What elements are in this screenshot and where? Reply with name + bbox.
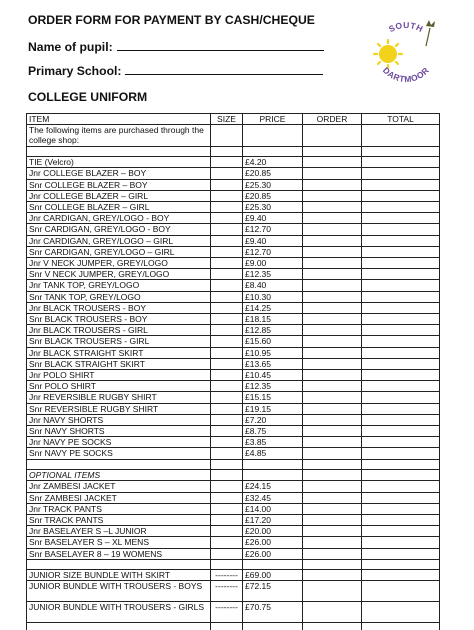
order-cell[interactable] bbox=[303, 291, 362, 302]
price-cell: £32.45 bbox=[243, 492, 303, 503]
bundle-row bbox=[27, 570, 440, 581]
table-row bbox=[27, 526, 440, 537]
item-cell: Jnr CARDIGAN, GREY/LOGO - BOY bbox=[27, 213, 211, 224]
total-cell[interactable] bbox=[362, 125, 440, 146]
order-cell[interactable] bbox=[303, 347, 362, 358]
total-cell[interactable] bbox=[362, 403, 440, 414]
order-cell[interactable] bbox=[303, 537, 362, 548]
total-cell[interactable] bbox=[362, 369, 440, 380]
item-cell: Snr BASELAYER 8 – 19 WOMENS bbox=[27, 548, 211, 559]
order-cell[interactable] bbox=[303, 168, 362, 179]
total-cell[interactable] bbox=[362, 157, 440, 168]
form-title: ORDER FORM FOR PAYMENT BY CASH/CHEQUE bbox=[28, 13, 315, 27]
item-cell: Snr V NECK JUMPER, GREY/LOGO bbox=[27, 269, 211, 280]
item-cell: Jnr BASELAYER S –L JUNIOR bbox=[27, 526, 211, 537]
total-cell[interactable] bbox=[362, 313, 440, 324]
price-cell bbox=[243, 459, 303, 470]
total-cell[interactable] bbox=[362, 437, 440, 448]
table-row bbox=[27, 325, 440, 336]
item-cell: Jnr COLLEGE BLAZER – BOY bbox=[27, 168, 211, 179]
item-cell: Snr BLACK TROUSERS - BOY bbox=[27, 313, 211, 324]
table-row bbox=[27, 302, 440, 313]
table-row bbox=[27, 269, 440, 280]
order-cell[interactable] bbox=[303, 246, 362, 257]
item-cell bbox=[27, 459, 211, 470]
total-cell[interactable] bbox=[362, 414, 440, 425]
table-row bbox=[27, 257, 440, 268]
item-cell: Snr POLO SHIRT bbox=[27, 381, 211, 392]
size-cell[interactable] bbox=[211, 190, 243, 201]
item-cell: TIE (Velcro) bbox=[27, 157, 211, 168]
table-row bbox=[27, 514, 440, 525]
total-cell[interactable] bbox=[362, 235, 440, 246]
svg-text:SOUTH bbox=[387, 20, 425, 34]
price-cell: £9.40 bbox=[243, 213, 303, 224]
item-cell: Snr BLACK TROUSERS - GIRL bbox=[27, 336, 211, 347]
order-cell[interactable] bbox=[303, 392, 362, 403]
table-row bbox=[27, 291, 440, 302]
order-cell[interactable] bbox=[303, 492, 362, 503]
total-cell[interactable] bbox=[362, 470, 440, 481]
total-cell[interactable] bbox=[362, 269, 440, 280]
item-cell: Jnr REVERSIBLE RUGBY SHIRT bbox=[27, 392, 211, 403]
table-row bbox=[27, 503, 440, 514]
order-cell[interactable] bbox=[303, 514, 362, 525]
price-cell: £14.00 bbox=[243, 503, 303, 514]
item-cell: Snr TANK TOP, GREY/LOGO bbox=[27, 291, 211, 302]
size-cell[interactable] bbox=[211, 257, 243, 268]
table-row bbox=[27, 392, 440, 403]
price-cell: £8.75 bbox=[243, 425, 303, 436]
price-cell: £12.35 bbox=[243, 269, 303, 280]
size-cell[interactable] bbox=[211, 201, 243, 212]
order-cell[interactable] bbox=[303, 257, 362, 268]
order-cell[interactable] bbox=[303, 325, 362, 336]
item-cell: Jnr BLACK TROUSERS - BOY bbox=[27, 302, 211, 313]
price-cell: £72.15 bbox=[243, 581, 303, 602]
order-cell[interactable] bbox=[303, 425, 362, 436]
total-cell[interactable] bbox=[362, 459, 440, 470]
column-header-price: PRICE bbox=[243, 114, 303, 125]
size-cell[interactable] bbox=[211, 224, 243, 235]
price-cell: £12.35 bbox=[243, 381, 303, 392]
table-row bbox=[27, 537, 440, 548]
size-cell[interactable] bbox=[211, 347, 243, 358]
size-cell[interactable] bbox=[211, 369, 243, 380]
price-cell: £26.00 bbox=[243, 548, 303, 559]
size-cell bbox=[211, 623, 243, 630]
size-cell[interactable] bbox=[211, 246, 243, 257]
item-cell: Snr NAVY PE SOCKS bbox=[27, 448, 211, 459]
intro-row bbox=[27, 125, 440, 146]
size-cell[interactable] bbox=[211, 157, 243, 168]
bundle-row bbox=[27, 581, 440, 602]
total-cell[interactable] bbox=[362, 514, 440, 525]
order-cell[interactable] bbox=[303, 381, 362, 392]
order-cell[interactable] bbox=[303, 403, 362, 414]
table-row bbox=[27, 246, 440, 257]
flower-icon bbox=[426, 20, 435, 46]
order-cell[interactable] bbox=[303, 313, 362, 324]
item-cell: Snr COLLEGE BLAZER – BOY bbox=[27, 179, 211, 190]
order-cell[interactable] bbox=[303, 602, 362, 623]
column-header-order: ORDER bbox=[303, 114, 362, 125]
sun-icon bbox=[374, 40, 402, 68]
price-cell: £70.75 bbox=[243, 602, 303, 623]
price-cell: £25.30 bbox=[243, 201, 303, 212]
table-row bbox=[27, 235, 440, 246]
total-cell[interactable] bbox=[362, 280, 440, 291]
price-cell: £18.15 bbox=[243, 313, 303, 324]
order-cell[interactable] bbox=[303, 459, 362, 470]
item-cell: Jnr ZAMBESI JACKET bbox=[27, 481, 211, 492]
price-cell bbox=[243, 146, 303, 157]
svg-text:DARTMOOR bbox=[381, 65, 431, 84]
total-cell[interactable] bbox=[362, 347, 440, 358]
price-cell: £7.20 bbox=[243, 414, 303, 425]
item-cell: Snr NAVY SHORTS bbox=[27, 425, 211, 436]
order-cell[interactable] bbox=[303, 581, 362, 602]
order-cell[interactable] bbox=[303, 224, 362, 235]
price-cell: £25.30 bbox=[243, 179, 303, 190]
total-cell[interactable] bbox=[362, 336, 440, 347]
price-cell: £24.15 bbox=[243, 481, 303, 492]
size-cell[interactable] bbox=[211, 425, 243, 436]
total-cell[interactable] bbox=[362, 257, 440, 268]
price-cell: £19.15 bbox=[243, 403, 303, 414]
order-cell[interactable] bbox=[303, 157, 362, 168]
price-cell: £10.45 bbox=[243, 369, 303, 380]
total-cell[interactable] bbox=[362, 381, 440, 392]
order-cell[interactable] bbox=[303, 559, 362, 570]
total-cell[interactable] bbox=[362, 291, 440, 302]
order-cell[interactable] bbox=[303, 414, 362, 425]
spacer-row bbox=[27, 559, 440, 570]
table-row bbox=[27, 168, 440, 179]
price-cell bbox=[243, 623, 303, 630]
item-cell: Jnr NAVY PE SOCKS bbox=[27, 437, 211, 448]
optional-items-row bbox=[27, 470, 440, 481]
size-cell[interactable] bbox=[211, 481, 243, 492]
pupil-name-field[interactable] bbox=[28, 40, 324, 54]
order-cell[interactable] bbox=[303, 179, 362, 190]
order-cell[interactable] bbox=[303, 213, 362, 224]
total-cell[interactable] bbox=[362, 425, 440, 436]
table-row bbox=[27, 336, 440, 347]
table-row bbox=[27, 224, 440, 235]
table-row bbox=[27, 313, 440, 324]
column-header-total: TOTAL bbox=[362, 114, 440, 125]
size-cell bbox=[211, 125, 243, 146]
item-cell: Jnr BLACK STRAIGHT SKIRT bbox=[27, 347, 211, 358]
price-cell: £15.15 bbox=[243, 392, 303, 403]
size-cell[interactable] bbox=[211, 548, 243, 559]
size-cell[interactable] bbox=[211, 213, 243, 224]
order-cell[interactable] bbox=[303, 448, 362, 459]
table-row bbox=[27, 481, 440, 492]
total-cell[interactable] bbox=[362, 503, 440, 514]
item-cell: JUNIOR BUNDLE WITH TROUSERS - BOYS bbox=[27, 581, 211, 602]
size-cell[interactable] bbox=[211, 492, 243, 503]
order-cell[interactable] bbox=[303, 526, 362, 537]
item-cell: Jnr POLO SHIRT bbox=[27, 369, 211, 380]
spacer-row bbox=[27, 623, 440, 630]
item-cell: Jnr NAVY SHORTS bbox=[27, 414, 211, 425]
price-cell: £26.00 bbox=[243, 537, 303, 548]
table-row bbox=[27, 448, 440, 459]
item-cell: Snr COLLEGE BLAZER – GIRL bbox=[27, 201, 211, 212]
table-row bbox=[27, 179, 440, 190]
size-cell[interactable] bbox=[211, 392, 243, 403]
primary-school-line[interactable] bbox=[125, 64, 323, 75]
order-cell[interactable] bbox=[303, 280, 362, 291]
price-cell bbox=[243, 125, 303, 146]
table-row bbox=[27, 190, 440, 201]
spacer-row bbox=[27, 146, 440, 157]
order-cell[interactable] bbox=[303, 190, 362, 201]
total-cell[interactable] bbox=[362, 224, 440, 235]
size-cell bbox=[211, 559, 243, 570]
item-cell: Snr BLACK STRAIGHT SKIRT bbox=[27, 358, 211, 369]
total-cell[interactable] bbox=[362, 492, 440, 503]
column-header-size: SIZE bbox=[211, 114, 243, 125]
item-cell: JUNIOR BUNDLE WITH TROUSERS - GIRLS bbox=[27, 602, 211, 623]
order-table bbox=[26, 113, 440, 630]
table-row bbox=[27, 381, 440, 392]
item-cell bbox=[27, 559, 211, 570]
order-cell[interactable] bbox=[303, 358, 362, 369]
price-cell: £12.85 bbox=[243, 325, 303, 336]
order-cell[interactable] bbox=[303, 437, 362, 448]
order-cell[interactable] bbox=[303, 503, 362, 514]
intro-text: The following items are purchased through the college shop: bbox=[27, 125, 211, 146]
total-cell[interactable] bbox=[362, 246, 440, 257]
size-cell bbox=[211, 470, 243, 481]
order-cell[interactable] bbox=[303, 336, 362, 347]
price-cell bbox=[243, 470, 303, 481]
total-cell[interactable] bbox=[362, 602, 440, 623]
total-cell[interactable] bbox=[362, 570, 440, 581]
table-row bbox=[27, 213, 440, 224]
order-cell[interactable] bbox=[303, 302, 362, 313]
item-cell: Jnr TRACK PANTS bbox=[27, 503, 211, 514]
price-cell: £4.85 bbox=[243, 448, 303, 459]
total-cell[interactable] bbox=[362, 302, 440, 313]
item-cell: Snr CARDIGAN, GREY/LOGO - BOY bbox=[27, 224, 211, 235]
item-cell bbox=[27, 146, 211, 157]
price-cell: £8.40 bbox=[243, 280, 303, 291]
table-row bbox=[27, 492, 440, 503]
size-cell[interactable] bbox=[211, 448, 243, 459]
size-cell[interactable] bbox=[211, 414, 243, 425]
order-cell[interactable] bbox=[303, 369, 362, 380]
total-cell[interactable] bbox=[362, 325, 440, 336]
size-cell[interactable] bbox=[211, 168, 243, 179]
pupil-name-label: Name of pupil: bbox=[28, 40, 113, 54]
price-cell: £17.20 bbox=[243, 514, 303, 525]
table-row bbox=[27, 201, 440, 212]
column-header-item: ITEM bbox=[27, 114, 211, 125]
price-cell: £69.00 bbox=[243, 570, 303, 581]
price-cell: £10.95 bbox=[243, 347, 303, 358]
price-cell: £12.70 bbox=[243, 246, 303, 257]
table-row bbox=[27, 358, 440, 369]
size-cell[interactable] bbox=[211, 537, 243, 548]
total-cell[interactable] bbox=[362, 448, 440, 459]
size-cell[interactable] bbox=[211, 313, 243, 324]
total-cell[interactable] bbox=[362, 481, 440, 492]
item-cell: Snr ZAMBESI JACKET bbox=[27, 492, 211, 503]
size-cell[interactable] bbox=[211, 280, 243, 291]
size-cell[interactable] bbox=[211, 437, 243, 448]
size-cell[interactable] bbox=[211, 235, 243, 246]
pupil-name-line[interactable] bbox=[117, 40, 324, 51]
total-cell[interactable] bbox=[362, 168, 440, 179]
table-row bbox=[27, 437, 440, 448]
size-cell[interactable]: -------- bbox=[211, 570, 243, 581]
size-cell[interactable] bbox=[211, 302, 243, 313]
size-cell bbox=[211, 459, 243, 470]
price-cell: £10.30 bbox=[243, 291, 303, 302]
logo-text-top: SOUTH bbox=[387, 19, 425, 35]
primary-school-field[interactable] bbox=[28, 64, 323, 78]
table-row bbox=[27, 280, 440, 291]
size-cell[interactable] bbox=[211, 526, 243, 537]
price-cell: £12.70 bbox=[243, 224, 303, 235]
total-cell[interactable] bbox=[362, 537, 440, 548]
price-cell bbox=[243, 559, 303, 570]
total-cell[interactable] bbox=[362, 358, 440, 369]
size-cell[interactable] bbox=[211, 381, 243, 392]
table-row bbox=[27, 403, 440, 414]
item-cell: Snr TRACK PANTS bbox=[27, 514, 211, 525]
total-cell[interactable] bbox=[362, 179, 440, 190]
price-cell: £20.85 bbox=[243, 190, 303, 201]
item-cell: JUNIOR SIZE BUNDLE WITH SKIRT bbox=[27, 570, 211, 581]
order-cell[interactable] bbox=[303, 481, 362, 492]
table-row bbox=[27, 414, 440, 425]
size-cell[interactable] bbox=[211, 336, 243, 347]
total-cell[interactable] bbox=[362, 548, 440, 559]
item-cell: Jnr CARDIGAN, GREY/LOGO – GIRL bbox=[27, 235, 211, 246]
item-cell: Jnr V NECK JUMPER, GREY/LOGO bbox=[27, 257, 211, 268]
order-cell[interactable] bbox=[303, 570, 362, 581]
price-cell: £14.25 bbox=[243, 302, 303, 313]
size-cell[interactable] bbox=[211, 503, 243, 514]
total-cell[interactable] bbox=[362, 392, 440, 403]
item-cell bbox=[27, 623, 211, 630]
total-cell[interactable] bbox=[362, 526, 440, 537]
table-header-row bbox=[27, 114, 440, 125]
table-row bbox=[27, 157, 440, 168]
total-cell[interactable] bbox=[362, 190, 440, 201]
table-row bbox=[27, 425, 440, 436]
price-cell: £13.65 bbox=[243, 358, 303, 369]
price-cell: £9.40 bbox=[243, 235, 303, 246]
bundle-row bbox=[27, 602, 440, 623]
order-cell[interactable] bbox=[303, 235, 362, 246]
price-cell: £20.85 bbox=[243, 168, 303, 179]
size-cell[interactable] bbox=[211, 403, 243, 414]
school-logo bbox=[364, 12, 446, 94]
item-cell: Snr BASELAYER S – XL MENS bbox=[27, 537, 211, 548]
size-cell[interactable] bbox=[211, 179, 243, 190]
price-cell: £15.60 bbox=[243, 336, 303, 347]
item-cell: Jnr BLACK TROUSERS - GIRL bbox=[27, 325, 211, 336]
optional-items-label: OPTIONAL ITEMS bbox=[27, 470, 211, 481]
spacer-row bbox=[27, 459, 440, 470]
order-cell[interactable] bbox=[303, 548, 362, 559]
total-cell[interactable] bbox=[362, 559, 440, 570]
size-cell[interactable]: -------- bbox=[211, 602, 243, 623]
order-cell[interactable] bbox=[303, 146, 362, 157]
total-cell[interactable] bbox=[362, 213, 440, 224]
table-row bbox=[27, 369, 440, 380]
size-cell[interactable] bbox=[211, 291, 243, 302]
price-cell: £4.20 bbox=[243, 157, 303, 168]
price-cell: £20.00 bbox=[243, 526, 303, 537]
size-cell[interactable] bbox=[211, 325, 243, 336]
total-cell[interactable] bbox=[362, 581, 440, 602]
total-cell[interactable] bbox=[362, 623, 440, 630]
order-cell[interactable] bbox=[303, 470, 362, 481]
size-cell bbox=[211, 146, 243, 157]
total-cell[interactable] bbox=[362, 201, 440, 212]
table-row bbox=[27, 347, 440, 358]
item-cell: Jnr TANK TOP, GREY/LOGO bbox=[27, 280, 211, 291]
order-cell[interactable] bbox=[303, 623, 362, 630]
price-cell: £3.85 bbox=[243, 437, 303, 448]
order-cell[interactable] bbox=[303, 269, 362, 280]
price-cell: £9.00 bbox=[243, 257, 303, 268]
item-cell: Jnr COLLEGE BLAZER – GIRL bbox=[27, 190, 211, 201]
order-cell[interactable] bbox=[303, 125, 362, 146]
table-row bbox=[27, 548, 440, 559]
size-cell[interactable] bbox=[211, 269, 243, 280]
logo-text-bottom: DARTMOOR bbox=[380, 65, 432, 85]
size-cell[interactable]: -------- bbox=[211, 581, 243, 602]
order-cell[interactable] bbox=[303, 201, 362, 212]
primary-school-label: Primary School: bbox=[28, 64, 122, 78]
size-cell[interactable] bbox=[211, 514, 243, 525]
item-cell: Snr CARDIGAN, GREY/LOGO – GIRL bbox=[27, 246, 211, 257]
item-cell: Snr REVERSIBLE RUGBY SHIRT bbox=[27, 403, 211, 414]
size-cell[interactable] bbox=[211, 358, 243, 369]
total-cell[interactable] bbox=[362, 146, 440, 157]
section-heading: COLLEGE UNIFORM bbox=[28, 90, 148, 104]
